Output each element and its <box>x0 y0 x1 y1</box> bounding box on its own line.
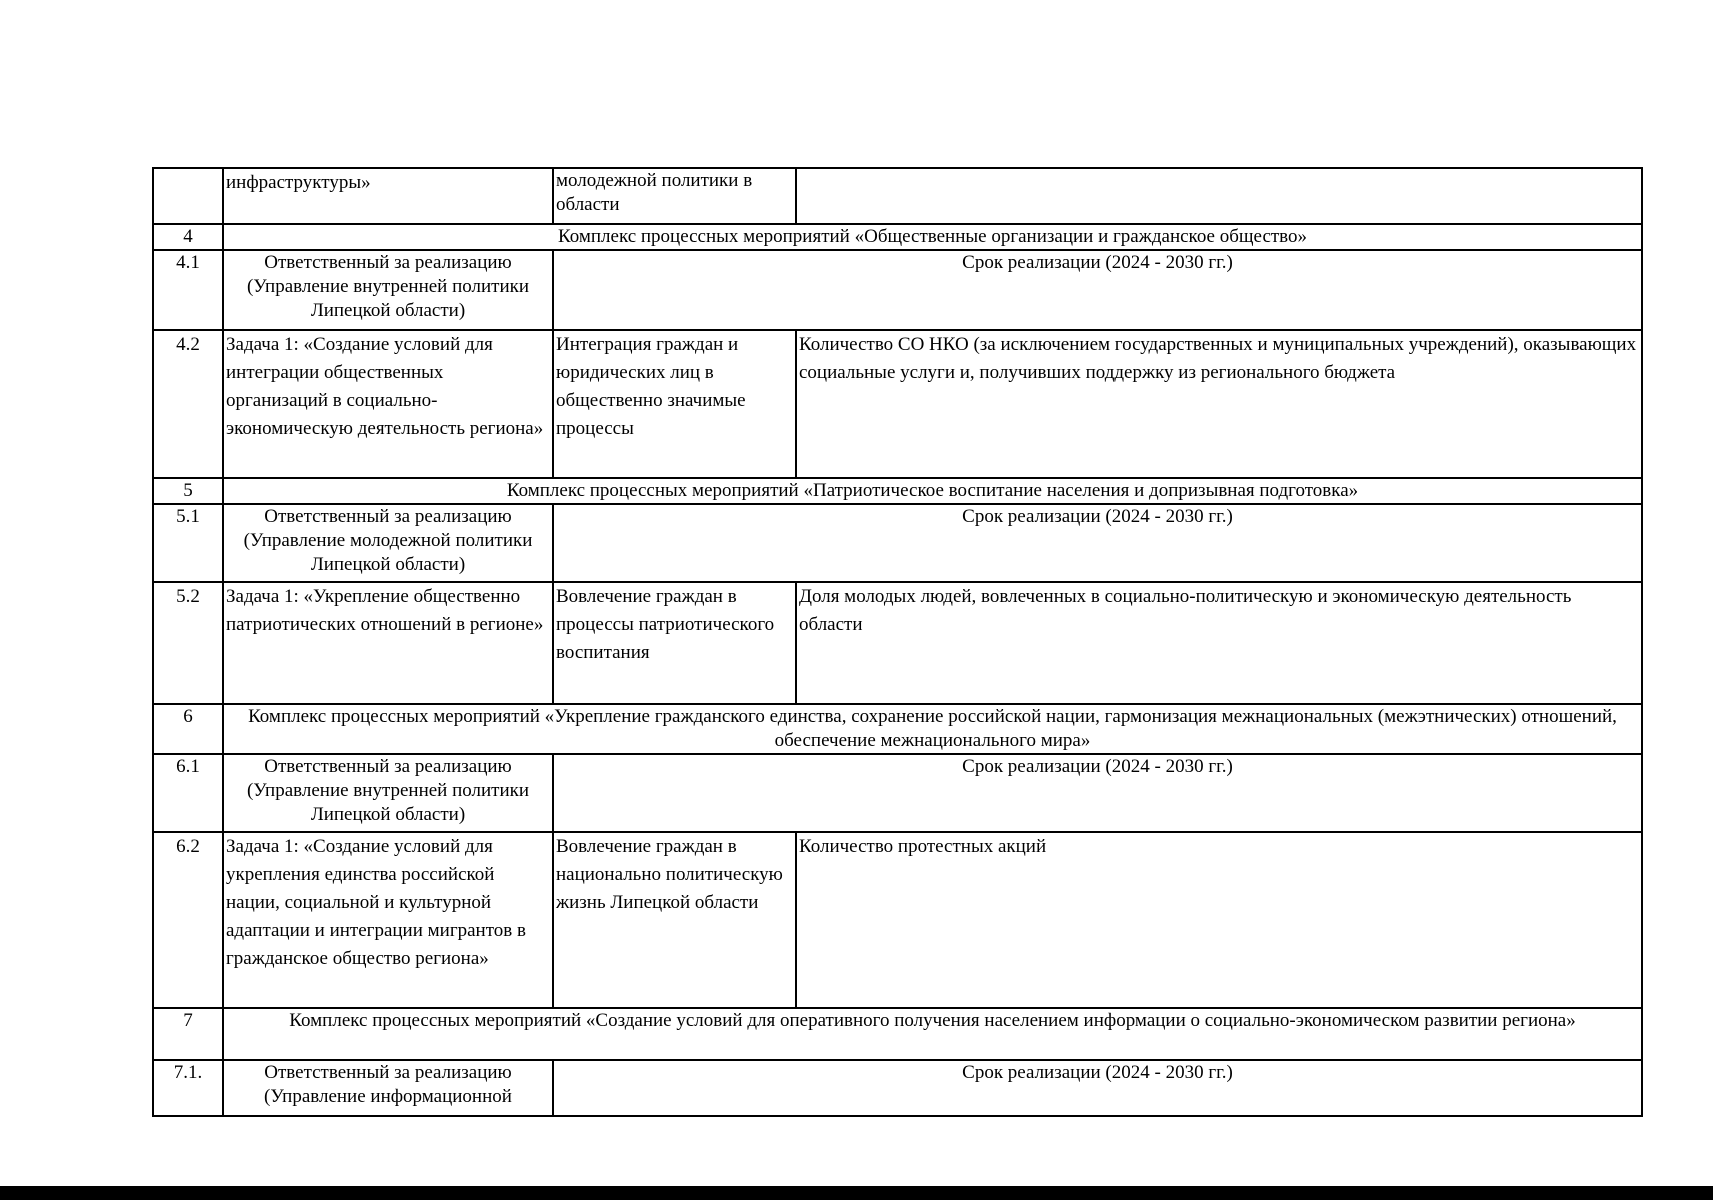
table-row-section <box>153 704 1642 754</box>
effect-cell: молодежной политики в области <box>553 168 796 224</box>
row-number-cell: 6.2 <box>153 832 223 1008</box>
row-number-cell: 5 <box>153 478 223 504</box>
term-cell: Срок реализации (2024 - 2030 гг.) <box>553 1060 1642 1116</box>
effect-cell: Интеграция граждан и юридических лиц в общественно значимые процессы <box>553 330 796 478</box>
table-row-continuation <box>153 168 1642 224</box>
responsible-cell: Ответственный за реализацию (Управление внутренней политики Липецкой области) <box>223 754 553 832</box>
responsible-cell: Ответственный за реализацию (Управление информационной <box>223 1060 553 1116</box>
table-row-section <box>153 224 1642 250</box>
row-number-cell: 6 <box>153 704 223 754</box>
section-title-cell: Комплекс процессных мероприятий «Укрепление гражданского единства, сохранение российской нации, гармонизация межнациональных (межэтнических) отношений, обеспечение межнационального мира» <box>223 704 1642 754</box>
term-cell: Срок реализации (2024 - 2030 гг.) <box>553 504 1642 582</box>
row-number-cell: 4.1 <box>153 250 223 330</box>
responsible-cell: Ответственный за реализацию (Управление молодежной политики Липецкой области) <box>223 504 553 582</box>
effect-cell: Вовлечение граждан в национально политическую жизнь Липецкой области <box>553 832 796 1008</box>
program-table <box>152 167 1643 1117</box>
row-number-cell: 5.2 <box>153 582 223 704</box>
table-row-responsible <box>153 504 1642 582</box>
row-number-cell: 6.1 <box>153 754 223 832</box>
term-cell: Срок реализации (2024 - 2030 гг.) <box>553 250 1642 330</box>
table-row-section <box>153 478 1642 504</box>
table-row-responsible <box>153 250 1642 330</box>
task-cell: Задача 1: «Укрепление общественно патриотических отношений в регионе» <box>223 582 553 704</box>
row-number-cell: 4 <box>153 224 223 250</box>
responsible-cell: Ответственный за реализацию (Управление внутренней политики Липецкой области) <box>223 250 553 330</box>
section-title-cell: Комплекс процессных мероприятий «Патриотическое воспитание населения и допризывная подготовка» <box>223 478 1642 504</box>
row-number-cell <box>153 168 223 224</box>
indicator-cell <box>796 168 1642 224</box>
row-number-cell: 5.1 <box>153 504 223 582</box>
row-number-cell: 4.2 <box>153 330 223 478</box>
indicator-cell: Количество СО НКО (за исключением государственных и муниципальных учреждений), оказывающих социальные услуги и, получивших поддержку из регионального бюджета <box>796 330 1642 478</box>
table-row-task <box>153 832 1642 1008</box>
indicator-cell: Количество протестных акций <box>796 832 1642 1008</box>
table-row-task <box>153 582 1642 704</box>
table-row-section <box>153 1008 1642 1060</box>
task-cell: Задача 1: «Создание условий для интеграции общественных организаций в социально-экономическую деятельность региона» <box>223 330 553 478</box>
table-row-responsible <box>153 1060 1642 1116</box>
term-cell: Срок реализации (2024 - 2030 гг.) <box>553 754 1642 832</box>
scan-edge-band <box>0 1186 1713 1200</box>
row-number-cell: 7 <box>153 1008 223 1060</box>
task-cell: Задача 1: «Создание условий для укрепления единства российской нации, социальной и культурной адаптации и интеграции мигрантов в гражданское общество региона» <box>223 832 553 1008</box>
effect-cell: Вовлечение граждан в процессы патриотического воспитания <box>553 582 796 704</box>
table-row-task <box>153 330 1642 478</box>
section-title-cell: Комплекс процессных мероприятий «Создание условий для оперативного получения населением информации о социально-экономическом развитии региона» <box>223 1008 1642 1060</box>
indicator-cell: Доля молодых людей, вовлеченных в социально-политическую и экономическую деятельность области <box>796 582 1642 704</box>
table-row-responsible <box>153 754 1642 832</box>
row-number-cell: 7.1. <box>153 1060 223 1116</box>
section-title-cell: Комплекс процессных мероприятий «Общественные организации и гражданское общество» <box>223 224 1642 250</box>
task-cell: инфраструктуры» <box>223 168 553 224</box>
